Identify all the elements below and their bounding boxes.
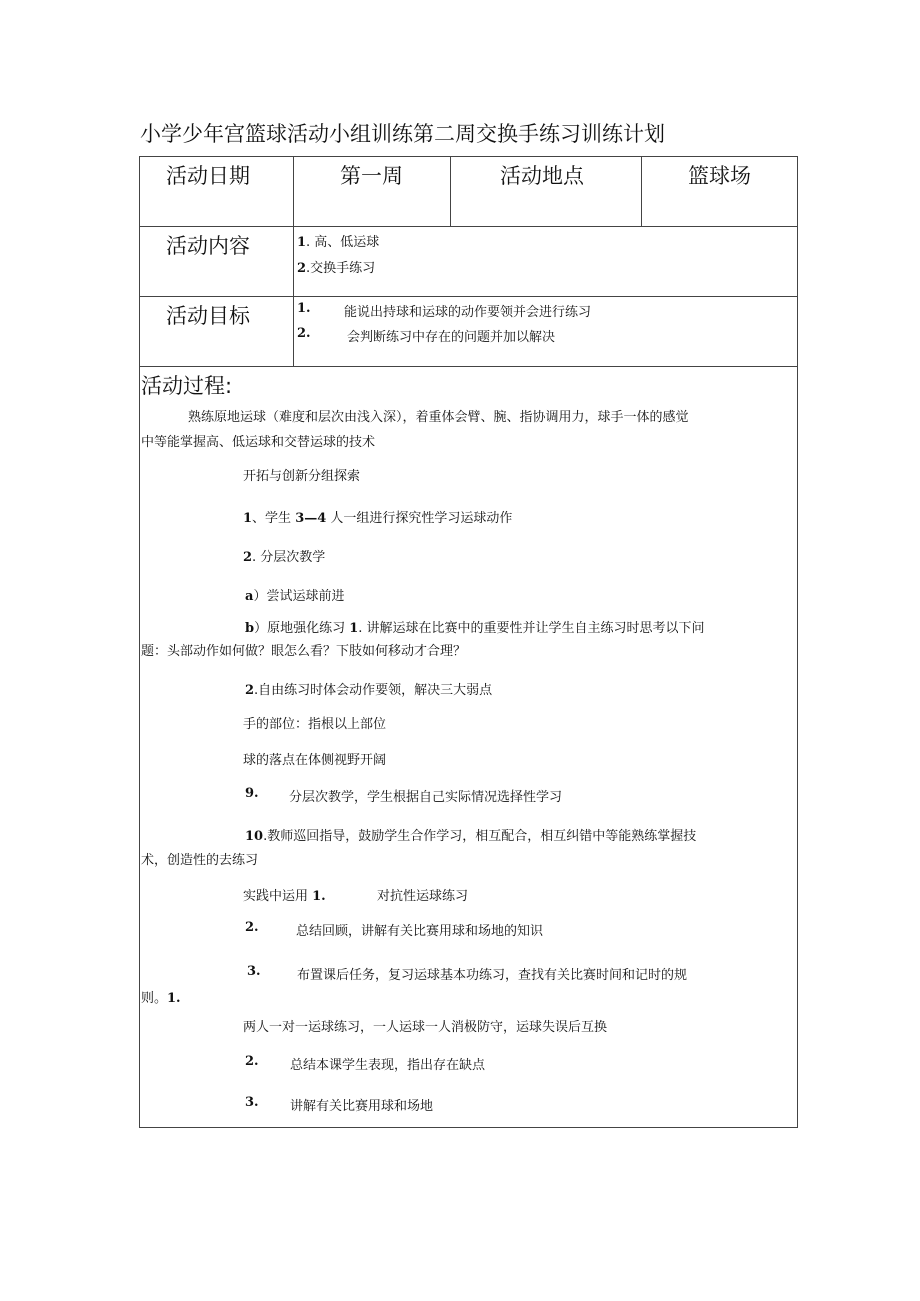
summary-item-2 xyxy=(245,1054,486,1073)
row-divider-3 xyxy=(139,366,798,367)
place-label: 活动地点 xyxy=(500,164,584,188)
free-practice-num: 2 xyxy=(245,683,255,698)
ball-landing: 球的落点在体侧视野开阔 xyxy=(243,753,387,768)
free-practice-text: .自由练习时体会动作要领，解决三大弱点 xyxy=(254,683,493,698)
item-10 xyxy=(245,825,696,844)
row-divider-2 xyxy=(139,296,798,297)
step-b-continued: 题：头部动作如何做？眼怎么看？下肢如何移动才合理？ xyxy=(141,644,467,659)
item-9-text: 分层次教学，学生根据自己实际情况选择性学习 xyxy=(289,790,563,805)
practice-apply-num: 1. xyxy=(312,889,326,904)
review-item-3 xyxy=(247,964,688,983)
page-title: 小学少年宫篮球活动小组训练第二周交换手练习训练计划 xyxy=(140,122,665,146)
goal-label: 活动目标 xyxy=(166,304,250,328)
content-item-2-text: .交换手练习 xyxy=(306,261,376,276)
pair-practice: 两人一对一运球练习，一人运球一人消极防守，运球失误后互换 xyxy=(243,1020,608,1035)
review-item-2 xyxy=(245,920,544,939)
col-divider-1 xyxy=(293,156,294,366)
step-2-num: 2 xyxy=(243,550,253,565)
item-10-num: 10 xyxy=(245,829,264,844)
content-item-2-num: 2 xyxy=(297,261,307,276)
content-label: 活动内容 xyxy=(166,234,250,258)
item-10-continued: 术，创造性的去练习 xyxy=(141,853,259,868)
row-divider-1 xyxy=(139,226,798,227)
review-item-3-continued xyxy=(141,987,181,1006)
explore-text: 开拓与创新分组探索 xyxy=(243,469,361,484)
step-b xyxy=(245,617,705,636)
summary-item-2-num: 2. xyxy=(245,1054,259,1069)
step-a-text: ）尝试运球前进 xyxy=(253,589,345,604)
content-item-1-text: . 高、低运球 xyxy=(306,235,380,250)
step-b-text-1: ）原地强化练习 xyxy=(254,621,350,636)
content-item-1 xyxy=(297,231,379,250)
step-a-label: a xyxy=(245,589,254,604)
date-label: 活动日期 xyxy=(166,164,250,188)
step-1-num: 1 xyxy=(243,511,253,526)
step-b-num: 1 xyxy=(349,621,359,636)
summary-item-2-text: 总结本课学生表现，指出存在缺点 xyxy=(290,1058,486,1073)
goal-item-1 xyxy=(297,301,592,320)
step-b-label: b xyxy=(245,621,255,636)
free-practice xyxy=(245,679,492,698)
goal-item-1-num: 1. xyxy=(297,301,311,316)
goal-item-2-num: 2. xyxy=(297,326,311,341)
step-2 xyxy=(243,546,325,565)
item-9 xyxy=(245,786,563,805)
process-intro-2: 中等能掌握高、低运球和交替运球的技术 xyxy=(141,435,376,450)
hand-position: 手的部位：指根以上部位 xyxy=(243,717,387,732)
review-item-3-cont-text: 则。 xyxy=(141,991,168,1006)
practice-apply-label: 实践中运用 xyxy=(243,889,313,904)
step-a xyxy=(245,585,344,604)
col-divider-2 xyxy=(450,156,451,226)
step-1-text-a: 、学生 xyxy=(252,511,296,526)
review-item-3-cont-num: 1. xyxy=(167,991,181,1006)
step-1 xyxy=(243,507,512,526)
process-intro-1: 熟练原地运球（难度和层次由浅入深），着重体会臂、腕、指协调用力，球手一体的感觉 xyxy=(188,410,689,425)
summary-item-3-text: 讲解有关比赛用球和场地 xyxy=(290,1099,434,1114)
summary-item-3-num: 3. xyxy=(245,1095,259,1110)
step-1-text-c: 人一组进行探究性学习运球动作 xyxy=(326,511,513,526)
date-value: 第一周 xyxy=(340,164,403,188)
review-item-2-text: 总结回顾，讲解有关比赛用球和场地的知识 xyxy=(296,924,544,939)
content-item-2 xyxy=(297,257,375,276)
item-9-num: 9. xyxy=(245,786,259,801)
col-divider-3 xyxy=(641,156,642,226)
review-item-3-text: 布置课后任务，复习运球基本功练习，查找有关比赛时间和记时的规 xyxy=(297,968,688,983)
process-heading: 活动过程: xyxy=(141,374,233,398)
summary-item-3 xyxy=(245,1095,434,1114)
step-2-text: . 分层次教学 xyxy=(252,550,326,565)
item-10-text: .教师巡回指导，鼓励学生合作学习，相互配合，相互纠错中等能熟练掌握技 xyxy=(263,829,697,844)
review-item-3-num: 3. xyxy=(247,964,261,979)
place-value: 篮球场 xyxy=(688,164,751,188)
practice-apply-text: 对抗性运球练习 xyxy=(377,889,469,904)
goal-item-2-text: 会判断练习中存在的问题并加以解决 xyxy=(347,330,556,345)
content-item-1-num: 1 xyxy=(297,235,307,250)
step-1-range: 3—4 xyxy=(295,511,327,526)
review-item-2-num: 2. xyxy=(245,920,259,935)
practice-apply xyxy=(243,885,469,904)
goal-item-1-text: 能说出持球和运球的动作要领并会进行练习 xyxy=(344,305,592,320)
step-b-text-2: . 讲解运球在比赛中的重要性并让学生自主练习时思考以下问 xyxy=(358,621,705,636)
goal-item-2 xyxy=(297,326,556,345)
